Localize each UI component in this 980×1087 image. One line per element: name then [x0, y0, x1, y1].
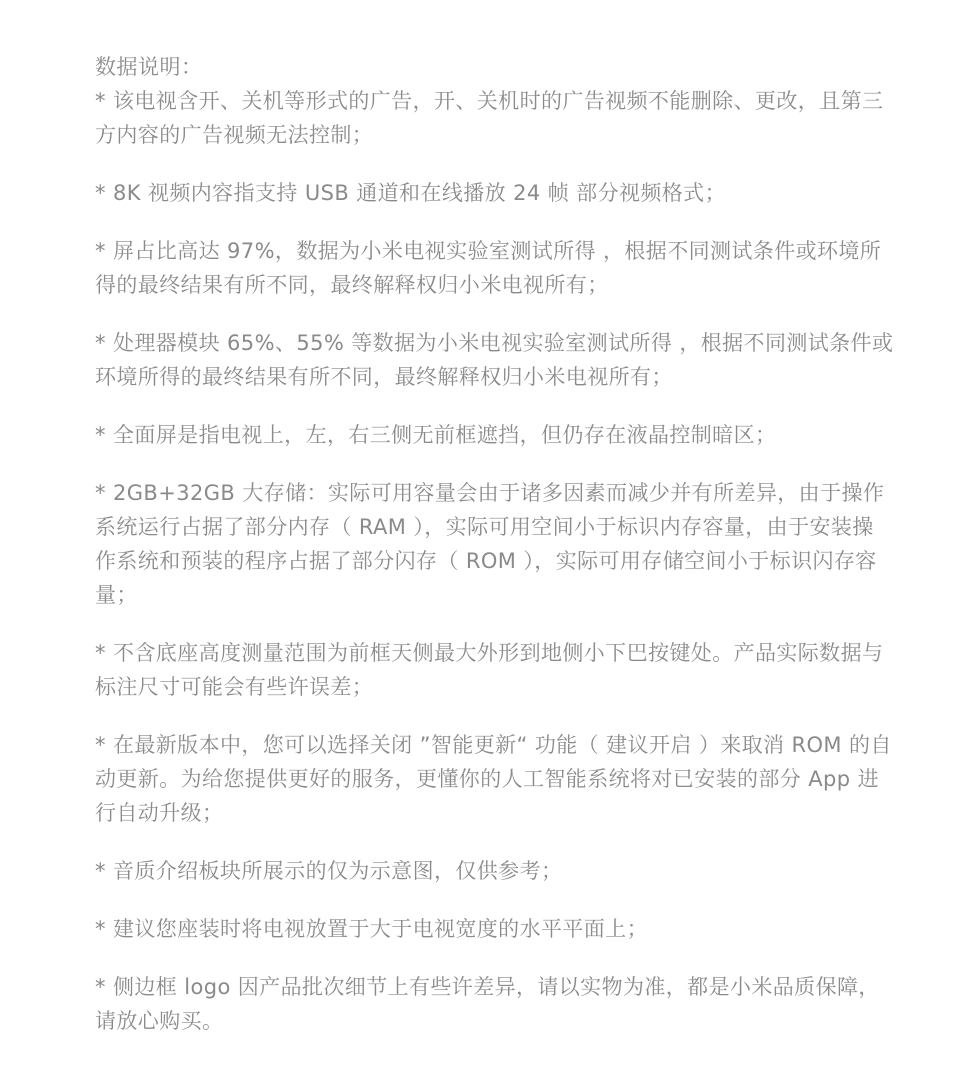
- note-placement: * 建议您座装时将电视放置于大于电视宽度的水平平面上；: [95, 917, 648, 941]
- data-notes-section: [95, 50, 895, 1062]
- notes-title: 数据说明：: [95, 55, 203, 79]
- note-smart-update: * 在最新版本中，您可以选择关闭 ”智能更新“ 功能（ 建议开启 ）来取消 ROM 的自动更新。为给您提供更好的服务，更懂你的人工智能系统将对已安装的部分 App 进行自动升级；: [95, 733, 892, 825]
- note-audio-illustration: * 音质介绍板块所展示的仅为示意图，仅供参考；: [95, 859, 563, 883]
- note-side-logo: * 侧边框 logo 因产品批次细节上有些许差异，请以实物为准，都是小米品质保障，请放心购买。: [95, 975, 880, 1033]
- note-ads: * 该电视含开、关机等形式的广告，开、关机时的广告视频不能删除、更改，且第三方内容的广告视频无法控制；: [95, 89, 884, 147]
- note-height-measurement: * 不含底座高度测量范围为前框天侧最大外形到地侧小下巴按键处。产品实际数据与标注尺寸可能会有些许误差；: [95, 641, 884, 699]
- note-processor-module: * 处理器模块 65%、55% 等数据为小米电视实验室测试所得 ，根据不同测试条件或环境所得的最终结果有所不同，最终解释权归小米电视所有；: [95, 331, 894, 389]
- note-8k-video: * 8K 视频内容指支持 USB 通道和在线播放 24 帧 部分视频格式；: [95, 181, 726, 205]
- note-storage: * 2GB+32GB 大存储：实际可用容量会由于诸多因素而减少并有所差异，由于操作系统运行占据了部分内存（ RAM ），实际可用空间小于标识内存容量，由于安装操作系统和预装的程序占据了部分闪存（ ROM ），实际可用存储空间小于标识闪存容量；: [95, 481, 885, 607]
- note-screen-ratio: * 屏占比高达 97%，数据为小米电视实验室测试所得 ，根据不同测试条件或环境所得的最终结果有所不同，最终解释权归小米电视所有；: [95, 239, 882, 297]
- note-full-screen: * 全面屏是指电视上，左，右三侧无前框遮挡，但仍存在液晶控制暗区；: [95, 423, 777, 447]
